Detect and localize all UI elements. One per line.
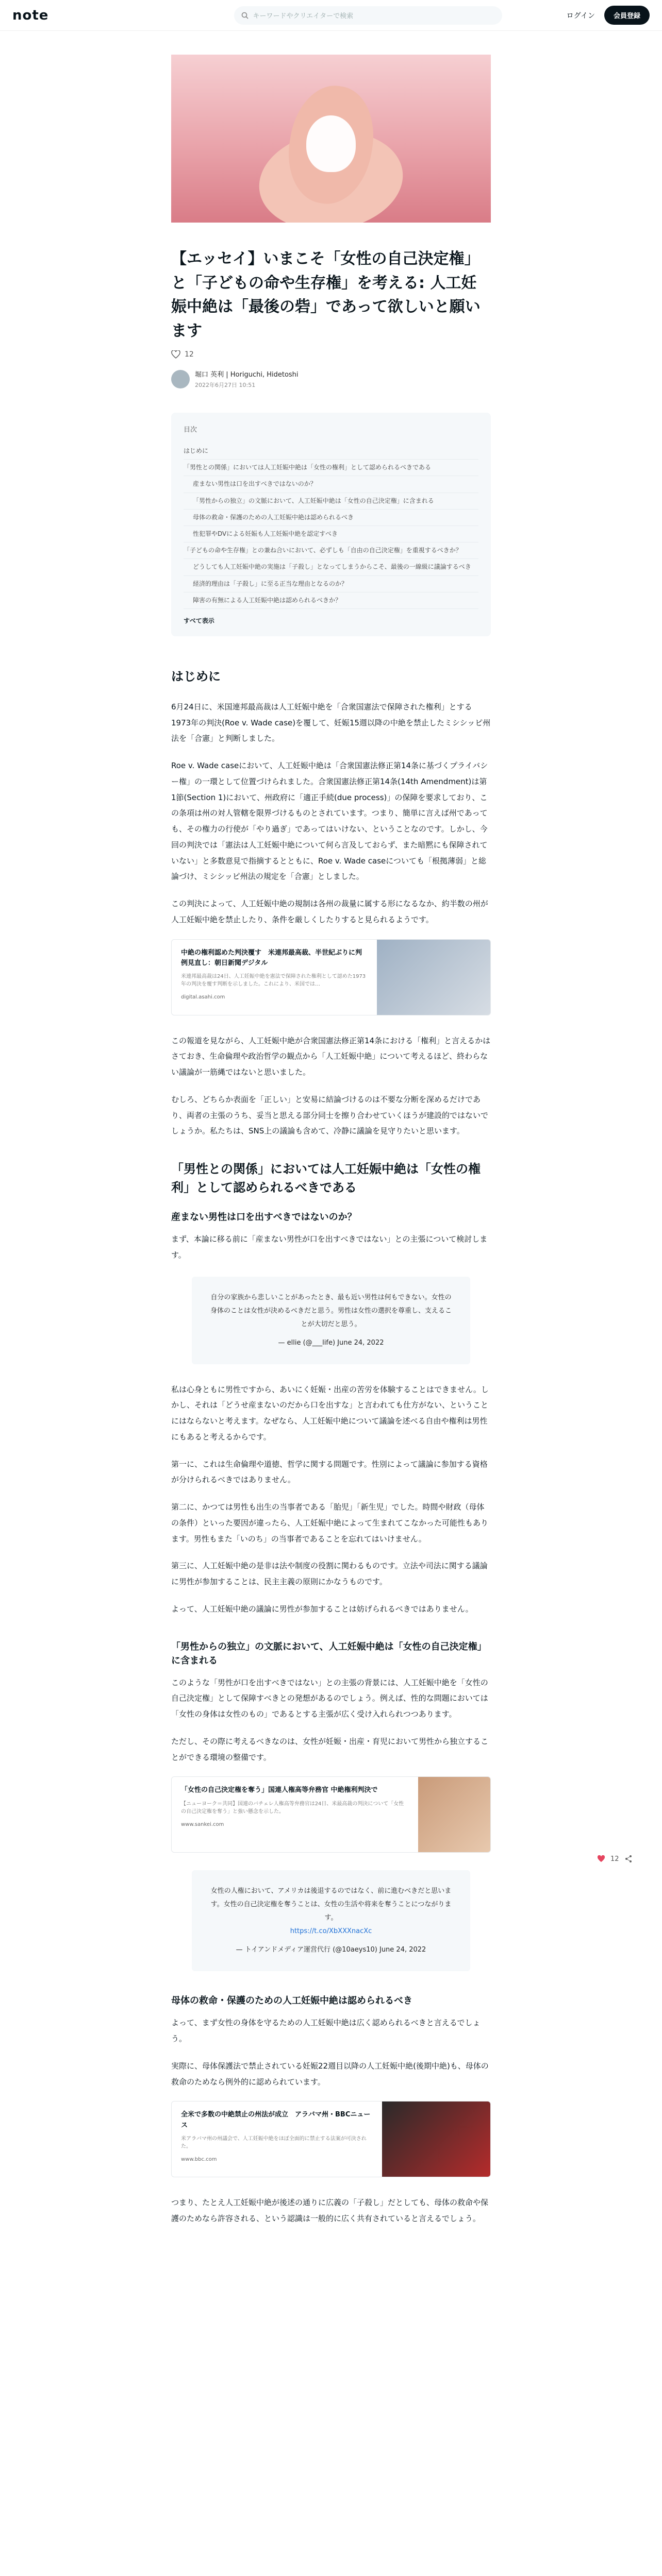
avatar[interactable] — [171, 370, 190, 388]
paragraph: 第三に、人工妊娠中絶の是非は法や制度の役割に関わるものです。立法や司法に関する議論に男性が参加することは、民主主義の原則にかなうものです。 — [171, 1561, 488, 1587]
link-card-title: 「女性の自己決定権を奪う」国連人権高等弁務官 中絶権利判決で — [181, 1786, 378, 1794]
author-name[interactable]: 堀口 英利 | Horiguchi, Hidetoshi — [195, 371, 299, 379]
like-row[interactable] — [171, 350, 491, 359]
link-card-bbc[interactable] — [171, 2101, 491, 2177]
toc-heading: 目次 — [184, 426, 197, 434]
subheading: 産まない男性は口を出すべきではないのか？ — [171, 1212, 357, 1223]
author-block[interactable] — [171, 369, 491, 389]
link-card-asahi[interactable] — [171, 939, 491, 1015]
paragraph: よって、まず女性の身体を守るための人工妊娠中絶は広く認められるべきと言えるでしょう。 — [171, 2018, 481, 2044]
like-count: 12 — [185, 350, 194, 359]
search-input[interactable] — [234, 6, 502, 25]
paragraph: 6月24日に、米国連邦最高裁は人工妊娠中絶を「合衆国憲法で保障された権利」とする1973年の判決(Roe v. Wade case)を覆して、妊娠15週以降の中絶を禁止したミシシッピ州法を「合憲」と判断しました。 — [171, 702, 491, 743]
toc-item[interactable]: 性犯罪やDVによる妊娠も人工妊娠中絶を認定すべき — [184, 526, 478, 543]
toc-item[interactable]: 障害の有無による人工妊娠中絶は認められるべきか？ — [184, 592, 478, 609]
heart-icon[interactable] — [171, 350, 180, 359]
paragraph: ただし、その際に考えるべきなのは、女性が妊娠・出産・育児において男性から独立することができる環境の整備です。 — [171, 1736, 489, 1762]
paragraph: つまり、たとえ人工妊娠中絶が後述の通りに広義の「子殺し」だとしても、母体の救命や保護のためなら許容される、という認識は一般的に広く共有されていると言えるでしょう。 — [171, 2198, 489, 2224]
share-icon[interactable] — [624, 1855, 633, 1863]
paragraph: 第一に、これは生命倫理や道徳、哲学に関する問題です。性別によって議論に参加する資格が分けられるべきではありません。 — [171, 1459, 488, 1485]
subheading: 「男性からの独立」の文脈において、人工妊娠中絶は「女性の自己決定権」に含まれる — [171, 1641, 487, 1666]
link-card-thumbnail — [418, 1777, 490, 1852]
link-card-url: www.sankei.com — [181, 1821, 224, 1827]
publish-date: 2022年6月27日 10:51 — [195, 382, 256, 388]
note-logo[interactable]: note — [12, 7, 49, 23]
toc-show-all-button[interactable]: すべて表示 — [184, 617, 214, 624]
hero-image — [171, 55, 491, 223]
table-of-contents — [171, 413, 491, 636]
floating-action-bar — [597, 1855, 633, 1863]
top-bar — [0, 0, 662, 31]
paragraph: よって、人工妊娠中絶の議論に男性が参加することは妨げられるべきではありません。 — [171, 1604, 473, 1614]
toc-item[interactable]: どうしても人工妊娠中絶の実施は「子殺し」となってしまうからこそ、最後の一線級に議論するべき — [184, 559, 478, 575]
toc-item[interactable]: 産まない男性は口を出すべきではないのか？ — [184, 476, 478, 493]
paragraph: まず、本論に移る前に「産まない男性が口を出すべきではない」との主張について検討します。 — [171, 1234, 488, 1260]
paragraph: このような「男性が口を出すべきではない」との主張の背景には、人工妊娠中絶を「女性の自己決定権」として保障すべきとの発想があるのでしょう。例えば、性的な問題においては「女性の身体は女性のもの」であるとする主張が広く受け入れられつつあります。 — [171, 1677, 488, 1719]
link-card-desc: 米連邦最高裁は24日、人工妊娠中絶を憲法で保障された権利として認めた1973年の判決を覆す判断を示しました。これにより、米国では… — [181, 973, 366, 987]
link-card-title: 全米で多数の中絶禁止の州法が成立 アラバマ州・BBCニュース — [181, 2111, 371, 2129]
toc-item[interactable]: 「子どもの命や生存権」との兼ね合いにおいて、必ずしも「自由の自己決定権」を重視するべきか？ — [184, 543, 478, 559]
section-heading-intro: はじめに — [171, 669, 221, 684]
link-card-desc: 米アラバマ州の州議会で、人工妊娠中絶をほぼ全面的に禁止する法案が可決された。 — [181, 2136, 367, 2149]
section-heading-1: 「男性との関係」においては人工妊娠中絶は「女性の権利」として認められるべきである — [171, 1162, 481, 1195]
paragraph: この判決によって、人工妊娠中絶の規制は各州の裁量に属する形になるなか、約半数の州が人工妊娠中絶を禁止したり、条件を厳しくしたりすると見られるようです。 — [171, 899, 488, 924]
link-card-desc: 【ニューヨーク＝共同】国連のバチェレ人権高等弁務官は24日、米最高裁の判決について「女性の自己決定権を奪う」と強い懸念を示した。 — [181, 1801, 404, 1815]
tweet-text: 女性の人権において、アメリカは後退するのではなく、前に進むべきだと思います。女性の自己決定権を奪うことは、女性の生活や将来を奪うことにつながります。 — [210, 1887, 452, 1922]
toc-item[interactable]: はじめに — [184, 443, 478, 460]
heart-icon[interactable] — [597, 1855, 605, 1862]
floating-like-count: 12 — [610, 1855, 619, 1863]
tweet-source[interactable]: — トイアンドメディア運営代行 (@10aeys10) June 24, 2022 — [236, 1946, 426, 1954]
embedded-tweet[interactable] — [192, 1277, 470, 1364]
embedded-tweet[interactable] — [192, 1870, 470, 1971]
tweet-source[interactable]: — ellie (@___life) June 24, 2022 — [278, 1338, 384, 1347]
toc-item[interactable]: 「男性からの独立」の文脈において、人工妊娠中絶は「女性の自己決定権」に含まれる — [184, 493, 478, 510]
search-placeholder: キーワードやクリエイターで検索 — [253, 12, 354, 20]
link-card-title: 中絶の権利認めた判決覆す 米連邦最高裁、半世紀ぶりに判例見直し：朝日新聞デジタル — [181, 948, 362, 967]
paragraph: Roe v. Wade caseにおいて、人工妊娠中絶は「合衆国憲法修正第14条に基づくプライバシー権」の一環として位置づけられました。合衆国憲法修正第14条(14th Amendment)は第1節(Section 1)において、州政府に「適正手続(due process)」の保障を要求しており、この条項は州の対人管轄を限界づけるものとされています。つまり、簡単に言えば州であっても、その権力の行使が「やり過ぎ」であってはいけない、ということなのです。しかし、今回の判決では「憲法は人工妊娠中絶について何ら言及しておらず、また暗黙にも保障されていない」と多数意見で指摘するとともに、Roe v. Wade caseについても「根拠薄弱」と総論づけ、ミシシッピ州法の規定を「合憲」としました。 — [171, 761, 488, 882]
paragraph: 実際に、母体保護法で禁止されている妊娠22週目以降の人工妊娠中絶(後期中絶)も、母体の救命のためなら例外的に認められています。 — [171, 2061, 489, 2087]
tweet-text: 自分の家族から悲しいことがあったとき、最も近い男性は何もできない。女性の身体のことは女性が決めるべきだと思う。男性は女性の選択を尊重し、支えることが大切だと思う。 — [210, 1293, 452, 1328]
paragraph: 第二に、かつては男性も出生の当事者である「胎児」「新生児」でした。時間や財政（母体の条件）といった要因が違ったら、人工妊娠中絶によって生まれてこなかった可能性もあります。男性もまた「いのち」の当事者であることを忘れてはいけません。 — [171, 1502, 489, 1544]
subheading: 母体の救命・保護のための人工妊娠中絶は認められるべき — [171, 1995, 412, 2007]
search-icon — [241, 12, 249, 19]
paragraph: この報道を見ながら、人工妊娠中絶が合衆国憲法修正第14条における「権利」と言えるかはさておき、生命倫理や政治哲学の観点から「人工妊娠中絶」について考えるほど、終わらない議論が一筋縄ではないと思いました。 — [171, 1036, 491, 1077]
article-main — [171, 31, 491, 2227]
article-title: 【エッセイ】いまこそ「女性の自己決定権」と「子どもの命や生存権」を考える: 人工妊娠中絶は「最後の砦」であって欲しいと願います — [171, 250, 481, 340]
login-link[interactable]: ログイン — [566, 11, 595, 20]
link-card-thumbnail — [377, 940, 490, 1015]
paragraph: むしろ、どちらか表面を「正しい」と安易に結論づけるのは不要な分断を深めるだけであり、両者の主張のうち、妥当と思える部分同士を擦り合わせていくほうが建設的ではないでしょうか。私たちは、SNS上の議論も含めて、冷静に議論を見守りたいと思います。 — [171, 1094, 489, 1136]
link-card-url: www.bbc.com — [181, 2156, 217, 2162]
link-card-url: digital.asahi.com — [181, 994, 225, 1000]
signup-button[interactable]: 会員登録 — [604, 6, 650, 25]
link-card-sankei[interactable] — [171, 1776, 491, 1853]
tweet-link[interactable]: https://t.co/XbXXXnacXc — [290, 1927, 372, 1936]
toc-item[interactable]: 「男性との関係」においては人工妊娠中絶は「女性の権利」として認められるべきである — [184, 460, 478, 476]
paragraph: 私は心身ともに男性ですから、あいにく妊娠・出産の苦労を体験することはできません。しかし、それは「どうせ産まないのだから口を出すな」と言われても仕方がない、ということにはならないと考えます。なぜなら、人工妊娠中絶について議論を述べる自由や権利は男性にもあると考えるからです。 — [171, 1384, 489, 1442]
toc-item[interactable]: 母体の救命・保護のための人工妊娠中絶は認められるべき — [184, 510, 478, 526]
toc-item[interactable]: 経済的理由は「子殺し」に至る正当な理由となるのか？ — [184, 576, 478, 592]
link-card-thumbnail — [382, 2102, 490, 2177]
